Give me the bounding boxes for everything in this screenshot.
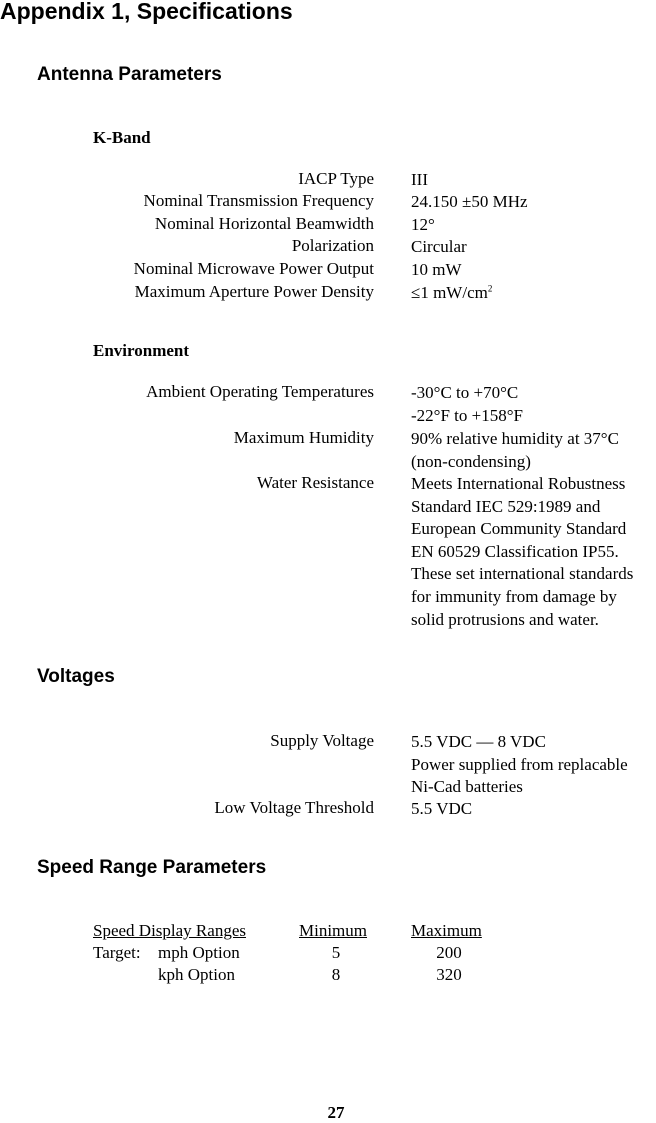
- spec-value-iacp-type: III: [411, 170, 428, 189]
- spec-label-frequency: Nominal Transmission Frequency: [143, 191, 374, 210]
- spec-value-polarization: Circular: [411, 237, 467, 256]
- speed-col-header-maximum: Maximum: [411, 921, 482, 940]
- spec-label-supply-voltage: Supply Voltage: [270, 731, 374, 750]
- spec-label-water-resistance: Water Resistance: [256, 473, 374, 492]
- speed-min-kph: 8: [331, 965, 341, 984]
- speed-max-mph: 200: [436, 943, 462, 962]
- speed-max-kph: 320: [436, 965, 462, 984]
- spec-label-iacp-type: IACP Type: [298, 169, 374, 188]
- spec-label-temperatures: Ambient Operating Temperatures: [146, 382, 374, 401]
- speed-min-mph: 5: [331, 943, 341, 962]
- speed-col-header-minimum: Minimum: [299, 921, 368, 940]
- spec-label-power-output: Nominal Microwave Power Output: [133, 259, 374, 278]
- spec-value-low-voltage: 5.5 VDC: [411, 799, 473, 818]
- antenna-parameters-heading: Antenna Parameters: [37, 64, 222, 85]
- kband-heading: K-Band: [93, 128, 151, 147]
- page-number: 27: [327, 1103, 345, 1122]
- spec-value-supply-voltage: 5.5 VDC — 8 VDC Power supplied from replacable Ni-Cad batteries: [411, 732, 628, 797]
- spec-label-polarization: Polarization: [291, 236, 374, 255]
- spec-label-low-voltage: Low Voltage Threshold: [214, 798, 374, 817]
- environment-heading: Environment: [93, 341, 190, 360]
- speed-option-mph: mph Option: [158, 943, 240, 962]
- page-title: Appendix 1, Specifications: [0, 0, 293, 24]
- spec-value-power-output: 10 mW: [411, 260, 462, 279]
- spec-label-power-density: Maximum Aperture Power Density: [134, 282, 374, 301]
- speed-option-kph: kph Option: [158, 965, 235, 984]
- spec-label-beamwidth: Nominal Horizontal Beamwidth: [154, 214, 374, 233]
- spec-value-water-resistance: Meets International Robustness Standard IEC 529:1989 and European Community Standard EN 60529 Classification IP55. These set international standards for immunity from damage by solid protrusions and water.: [411, 474, 634, 629]
- speed-range-heading: Speed Range Parameters: [37, 857, 267, 878]
- spec-value-power-density: ≤1 $mW/cm^2$: [411, 283, 493, 302]
- spec-value-humidity: 90% relative humidity at 37°C (non-condensing): [411, 429, 619, 471]
- speed-col-header-ranges: Speed Display Ranges: [93, 921, 246, 940]
- spec-label-humidity: Maximum Humidity: [233, 428, 374, 447]
- spec-value-beamwidth: 12°: [411, 215, 435, 234]
- spec-value-frequency: 24.150 ±50 MHz: [411, 192, 528, 211]
- speed-target-label: Target:: [93, 943, 141, 962]
- spec-value-temperatures: -30°C to +70°C -22°F to +158°F: [411, 383, 523, 425]
- voltages-heading: Voltages: [37, 666, 115, 687]
